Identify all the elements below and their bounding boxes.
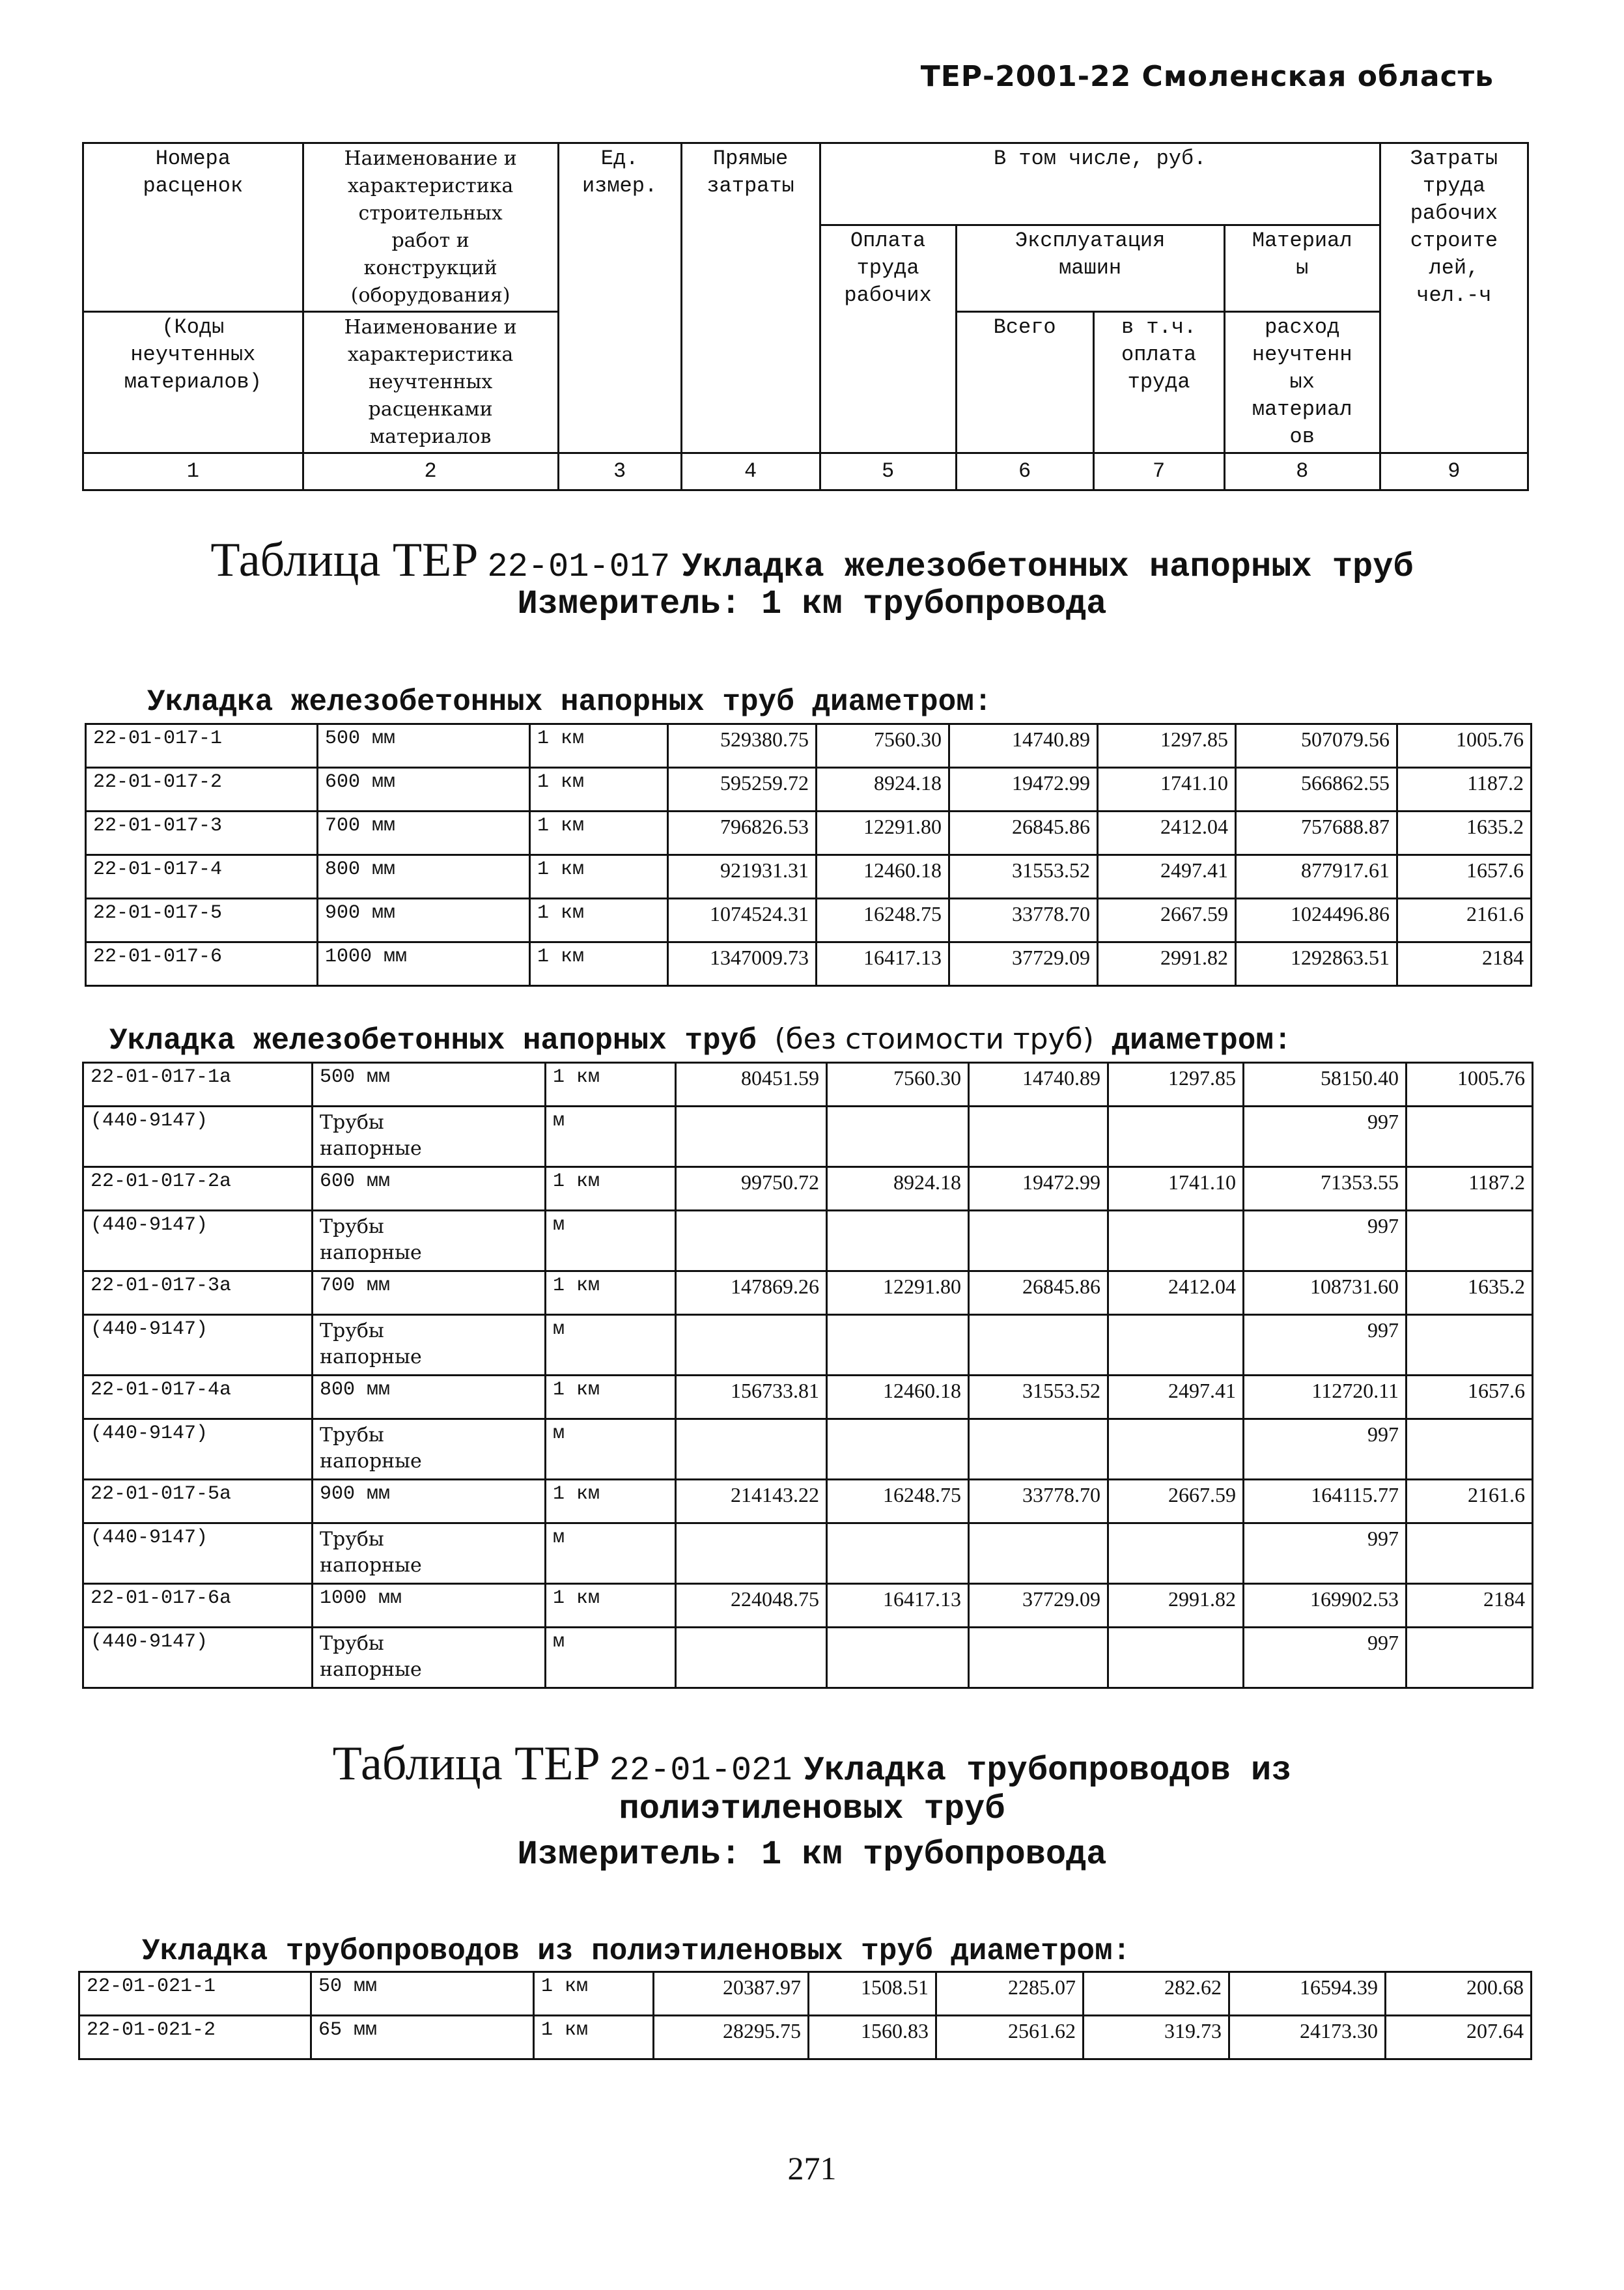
machines-total: 33778.70	[949, 899, 1098, 942]
labor-hours: 1657.6	[1407, 1376, 1533, 1419]
worker-pay: 7560.30	[817, 724, 949, 768]
material-name: Трубы напорные	[313, 1523, 546, 1584]
empty-cell	[1108, 1419, 1244, 1480]
materials: 112720.11	[1244, 1376, 1407, 1419]
table1-name: Укладка железобетонных напорных труб	[682, 548, 1414, 586]
machines-total: 37729.09	[949, 942, 1098, 986]
rate-code: 22-01-017-4	[86, 855, 318, 899]
empty-cell	[969, 1211, 1108, 1271]
machines-pay: 2497.41	[1098, 855, 1236, 899]
materials: 71353.55	[1244, 1167, 1407, 1211]
rate-size: 800 мм	[313, 1376, 546, 1419]
section3-caption-text: Укладка трубопроводов из полиэтиленовых труб диаметром:	[142, 1934, 1131, 1968]
machines-pay: 2991.82	[1108, 1584, 1244, 1628]
material-row	[83, 1628, 1533, 1688]
direct-costs: 99750.72	[676, 1167, 827, 1211]
machines-pay: 1297.85	[1098, 724, 1236, 768]
machines-pay: 2497.41	[1108, 1376, 1244, 1419]
rate-row	[79, 1972, 1532, 2016]
header-material-name: Наименование и характеристика неучтенных расценками материалов	[303, 312, 558, 453]
machines-pay: 2991.82	[1098, 942, 1236, 986]
machines-total: 33778.70	[969, 1480, 1108, 1523]
worker-pay: 7560.30	[827, 1063, 969, 1107]
direct-costs: 595259.72	[668, 768, 817, 812]
material-row	[83, 1315, 1533, 1376]
worker-pay: 12291.80	[817, 812, 949, 855]
material-quantity: 997	[1244, 1315, 1407, 1376]
rate-code: 22-01-017-4a	[83, 1376, 313, 1419]
table1-meter	[0, 585, 1624, 623]
empty-cell	[1407, 1315, 1533, 1376]
material-unit: м	[546, 1107, 676, 1167]
header-col-number: 7	[1093, 453, 1224, 490]
rate-code: 22-01-017-6	[86, 942, 318, 986]
machines-pay: 282.62	[1084, 1972, 1229, 2016]
labor-hours: 1005.76	[1397, 724, 1532, 768]
direct-costs: 147869.26	[676, 1271, 827, 1315]
header-material-consumption: расход неучтенн ых материал ов	[1224, 312, 1380, 453]
direct-costs: 796826.53	[668, 812, 817, 855]
direct-costs: 214143.22	[676, 1480, 827, 1523]
empty-cell	[676, 1315, 827, 1376]
machines-total: 31553.52	[949, 855, 1098, 899]
material-quantity: 997	[1244, 1107, 1407, 1167]
table1-title	[0, 533, 1624, 588]
machines-total: 26845.86	[969, 1271, 1108, 1315]
rate-code: 22-01-017-2	[86, 768, 318, 812]
material-name: Трубы напорные	[313, 1315, 546, 1376]
material-unit: м	[546, 1419, 676, 1480]
table2-name-line2: полиэтиленовых труб	[619, 1790, 1005, 1828]
empty-cell	[676, 1211, 827, 1271]
section2-table	[82, 1062, 1533, 1689]
empty-cell	[1108, 1315, 1244, 1376]
direct-costs: 1347009.73	[668, 942, 817, 986]
materials: 507079.56	[1236, 724, 1397, 768]
rate-unit: 1 км	[546, 1063, 676, 1107]
rate-row	[83, 1271, 1533, 1315]
empty-cell	[1407, 1419, 1533, 1480]
empty-cell	[969, 1315, 1108, 1376]
rate-unit: 1 км	[530, 724, 668, 768]
materials: 164115.77	[1244, 1480, 1407, 1523]
rate-size: 900 мм	[313, 1480, 546, 1523]
rate-unit: 1 км	[546, 1376, 676, 1419]
rate-size: 1000 мм	[318, 942, 530, 986]
machines-pay: 2412.04	[1108, 1271, 1244, 1315]
table2-meter-text: Измеритель: 1 км трубопровода	[517, 1835, 1107, 1874]
material-quantity: 997	[1244, 1628, 1407, 1688]
direct-costs: 529380.75	[668, 724, 817, 768]
worker-pay: 1560.83	[809, 2016, 936, 2059]
rate-size: 600 мм	[313, 1167, 546, 1211]
section2-rows	[83, 1063, 1533, 1688]
material-code: (440-9147)	[83, 1211, 313, 1271]
worker-pay: 16417.13	[817, 942, 949, 986]
worker-pay: 8924.18	[827, 1167, 969, 1211]
header-worker-pay: Оплата труда рабочих	[820, 225, 956, 453]
labor-hours: 200.68	[1386, 1972, 1532, 2016]
section3-caption	[142, 1934, 1130, 1968]
machines-total: 14740.89	[969, 1063, 1108, 1107]
rate-row	[83, 1376, 1533, 1419]
section1-caption	[147, 685, 992, 719]
rate-unit: 1 км	[546, 1480, 676, 1523]
machines-total: 37729.09	[969, 1584, 1108, 1628]
material-quantity: 997	[1244, 1523, 1407, 1584]
machines-total: 2285.07	[936, 1972, 1084, 2016]
header-labor: Затраты труда рабочих строите лей, чел.-ч	[1380, 143, 1528, 453]
rate-unit: 1 км	[530, 812, 668, 855]
rate-size: 50 мм	[311, 1972, 534, 2016]
rate-row	[86, 855, 1532, 899]
machines-pay: 319.73	[1084, 2016, 1229, 2059]
empty-cell	[969, 1419, 1108, 1480]
machines-total: 19472.99	[949, 768, 1098, 812]
materials: 566862.55	[1236, 768, 1397, 812]
header-col-number: 3	[558, 453, 681, 490]
table1-meter-text: Измеритель: 1 км трубопровода	[517, 585, 1107, 623]
header-col-number: 5	[820, 453, 956, 490]
header-machines: Эксплуатация машин	[956, 225, 1224, 312]
rate-code: 22-01-021-2	[79, 2016, 311, 2059]
materials: 58150.40	[1244, 1063, 1407, 1107]
running-head: ТЕР-2001-22 Смоленская область	[920, 60, 1494, 93]
rate-size: 800 мм	[318, 855, 530, 899]
empty-cell	[1407, 1107, 1533, 1167]
material-quantity: 997	[1244, 1211, 1407, 1271]
direct-costs: 1074524.31	[668, 899, 817, 942]
rate-code: 22-01-017-3	[86, 812, 318, 855]
section2-caption	[109, 1023, 1292, 1058]
direct-costs: 156733.81	[676, 1376, 827, 1419]
rate-row	[83, 1480, 1533, 1523]
rate-row	[83, 1584, 1533, 1628]
rate-size: 700 мм	[313, 1271, 546, 1315]
table2-code: 22-01-021	[609, 1751, 792, 1790]
machines-total: 26845.86	[949, 812, 1098, 855]
header-unit: Ед. измер.	[558, 143, 681, 453]
labor-hours: 2161.6	[1397, 899, 1532, 942]
rate-size: 900 мм	[318, 899, 530, 942]
header-including: В том числе, руб.	[820, 143, 1380, 225]
rate-row	[83, 1063, 1533, 1107]
header-col-number: 2	[303, 453, 558, 490]
machines-pay: 2667.59	[1108, 1480, 1244, 1523]
empty-cell	[1108, 1628, 1244, 1688]
labor-hours: 1005.76	[1407, 1063, 1533, 1107]
materials: 24173.30	[1229, 2016, 1386, 2059]
materials: 108731.60	[1244, 1271, 1407, 1315]
machines-pay: 2412.04	[1098, 812, 1236, 855]
section2-caption-part3: диаметром:	[1112, 1024, 1292, 1058]
material-code: (440-9147)	[83, 1419, 313, 1480]
direct-costs: 921931.31	[668, 855, 817, 899]
labor-hours: 2184	[1397, 942, 1532, 986]
empty-cell	[1407, 1628, 1533, 1688]
worker-pay: 16417.13	[827, 1584, 969, 1628]
empty-cell	[827, 1315, 969, 1376]
header-col-number: 6	[956, 453, 1093, 490]
header-material-codes: (Коды неучтенных материалов)	[83, 312, 303, 453]
materials: 757688.87	[1236, 812, 1397, 855]
rate-row	[86, 724, 1532, 768]
rate-unit: 1 км	[530, 942, 668, 986]
rate-code: 22-01-017-5a	[83, 1480, 313, 1523]
direct-costs: 20387.97	[654, 1972, 809, 2016]
empty-cell	[827, 1211, 969, 1271]
rate-row	[83, 1167, 1533, 1211]
materials: 16594.39	[1229, 1972, 1386, 2016]
machines-total: 2561.62	[936, 2016, 1084, 2059]
machines-total: 31553.52	[969, 1376, 1108, 1419]
empty-cell	[1407, 1211, 1533, 1271]
material-unit: м	[546, 1315, 676, 1376]
rate-code: 22-01-017-1	[86, 724, 318, 768]
section3-table	[78, 1971, 1532, 2060]
machines-pay: 1741.10	[1098, 768, 1236, 812]
labor-hours: 2184	[1407, 1584, 1533, 1628]
rate-size: 700 мм	[318, 812, 530, 855]
labor-hours: 207.64	[1386, 2016, 1532, 2059]
direct-costs: 224048.75	[676, 1584, 827, 1628]
header-materials: Материал ы	[1224, 225, 1380, 312]
section3-rows	[79, 1972, 1532, 2059]
material-code: (440-9147)	[83, 1523, 313, 1584]
rate-unit: 1 км	[530, 899, 668, 942]
rate-code: 22-01-017-2a	[83, 1167, 313, 1211]
rate-size: 600 мм	[318, 768, 530, 812]
header-machines-total: Всего	[956, 312, 1093, 453]
section2-caption-part1: Укладка железобетонных напорных труб	[109, 1024, 757, 1058]
labor-hours: 1657.6	[1397, 855, 1532, 899]
material-name: Трубы напорные	[313, 1107, 546, 1167]
section1-table	[85, 723, 1532, 987]
rate-row	[86, 899, 1532, 942]
header-direct-costs: Прямые затраты	[681, 143, 820, 453]
empty-cell	[1108, 1107, 1244, 1167]
empty-cell	[827, 1419, 969, 1480]
empty-cell	[1108, 1523, 1244, 1584]
table1-code: 22-01-017	[487, 548, 671, 586]
materials: 169902.53	[1244, 1584, 1407, 1628]
material-unit: м	[546, 1211, 676, 1271]
table1-prefix: Таблица ТЕР	[210, 533, 479, 587]
rate-row	[86, 768, 1532, 812]
empty-cell	[676, 1628, 827, 1688]
table2-prefix: Таблица ТЕР	[332, 1737, 600, 1790]
empty-cell	[676, 1419, 827, 1480]
worker-pay: 16248.75	[827, 1480, 969, 1523]
rate-unit: 1 км	[546, 1271, 676, 1315]
material-name: Трубы напорные	[313, 1628, 546, 1688]
material-name: Трубы напорные	[313, 1419, 546, 1480]
empty-cell	[1407, 1523, 1533, 1584]
header-machines-pay: в т.ч. оплата труда	[1093, 312, 1224, 453]
machines-pay: 1297.85	[1108, 1063, 1244, 1107]
direct-costs: 28295.75	[654, 2016, 809, 2059]
material-code: (440-9147)	[83, 1628, 313, 1688]
rate-size: 500 мм	[318, 724, 530, 768]
rate-unit: 1 км	[530, 855, 668, 899]
materials: 1292863.51	[1236, 942, 1397, 986]
labor-hours: 1635.2	[1397, 812, 1532, 855]
material-name: Трубы напорные	[313, 1211, 546, 1271]
header-rate-numbers: Номера расценок	[83, 143, 303, 312]
header-col-number: 1	[83, 453, 303, 490]
rate-code: 22-01-017-6a	[83, 1584, 313, 1628]
header-col-number: 4	[681, 453, 820, 490]
empty-cell	[969, 1628, 1108, 1688]
material-row	[83, 1107, 1533, 1167]
rate-size: 65 мм	[311, 2016, 534, 2059]
header-col-number: 9	[1380, 453, 1528, 490]
table2-name-line1: Укладка трубопроводов из	[804, 1751, 1292, 1790]
labor-hours: 2161.6	[1407, 1480, 1533, 1523]
rate-code: 22-01-017-5	[86, 899, 318, 942]
empty-cell	[1108, 1211, 1244, 1271]
header-work-name: Наименование и характеристика строительных работ и конструкций (оборудования)	[303, 143, 558, 312]
machines-total: 14740.89	[949, 724, 1098, 768]
page-number: 271	[787, 2150, 837, 2186]
material-code: (440-9147)	[83, 1315, 313, 1376]
rate-unit: 1 км	[534, 1972, 654, 2016]
empty-cell	[827, 1523, 969, 1584]
section1-caption-text: Укладка железобетонных напорных труб диаметром:	[147, 685, 992, 719]
worker-pay: 12460.18	[817, 855, 949, 899]
empty-cell	[969, 1107, 1108, 1167]
rate-size: 500 мм	[313, 1063, 546, 1107]
empty-cell	[676, 1107, 827, 1167]
material-row	[83, 1211, 1533, 1271]
material-row	[83, 1419, 1533, 1480]
empty-cell	[676, 1523, 827, 1584]
rate-row	[79, 2016, 1532, 2059]
rate-unit: 1 км	[546, 1584, 676, 1628]
table2-meter	[0, 1835, 1624, 1874]
material-quantity: 997	[1244, 1419, 1407, 1480]
machines-pay: 2667.59	[1098, 899, 1236, 942]
empty-cell	[827, 1628, 969, 1688]
worker-pay: 16248.75	[817, 899, 949, 942]
worker-pay: 1508.51	[809, 1972, 936, 2016]
rate-size: 1000 мм	[313, 1584, 546, 1628]
table2-title-line2	[0, 1790, 1624, 1828]
section2-caption-part2: (без стоимости труб)	[774, 1023, 1094, 1056]
rate-row	[86, 942, 1532, 986]
materials: 877917.61	[1236, 855, 1397, 899]
labor-hours: 1635.2	[1407, 1271, 1533, 1315]
materials: 1024496.86	[1236, 899, 1397, 942]
rate-code: 22-01-017-3a	[83, 1271, 313, 1315]
rate-unit: 1 км	[534, 2016, 654, 2059]
worker-pay: 12460.18	[827, 1376, 969, 1419]
material-unit: м	[546, 1628, 676, 1688]
rate-code: 22-01-017-1a	[83, 1063, 313, 1107]
column-header-table	[82, 142, 1529, 491]
machines-total: 19472.99	[969, 1167, 1108, 1211]
material-code: (440-9147)	[83, 1107, 313, 1167]
worker-pay: 8924.18	[817, 768, 949, 812]
rate-row	[86, 812, 1532, 855]
machines-pay: 1741.10	[1108, 1167, 1244, 1211]
section1-rows	[86, 724, 1532, 986]
header-col-number: 8	[1224, 453, 1380, 490]
empty-cell	[827, 1107, 969, 1167]
rate-code: 22-01-021-1	[79, 1972, 311, 2016]
material-unit: м	[546, 1523, 676, 1584]
material-row	[83, 1523, 1533, 1584]
empty-cell	[969, 1523, 1108, 1584]
table2-title	[0, 1736, 1624, 1792]
rate-unit: 1 км	[546, 1167, 676, 1211]
direct-costs: 80451.59	[676, 1063, 827, 1107]
worker-pay: 12291.80	[827, 1271, 969, 1315]
labor-hours: 1187.2	[1397, 768, 1532, 812]
rate-unit: 1 км	[530, 768, 668, 812]
labor-hours: 1187.2	[1407, 1167, 1533, 1211]
